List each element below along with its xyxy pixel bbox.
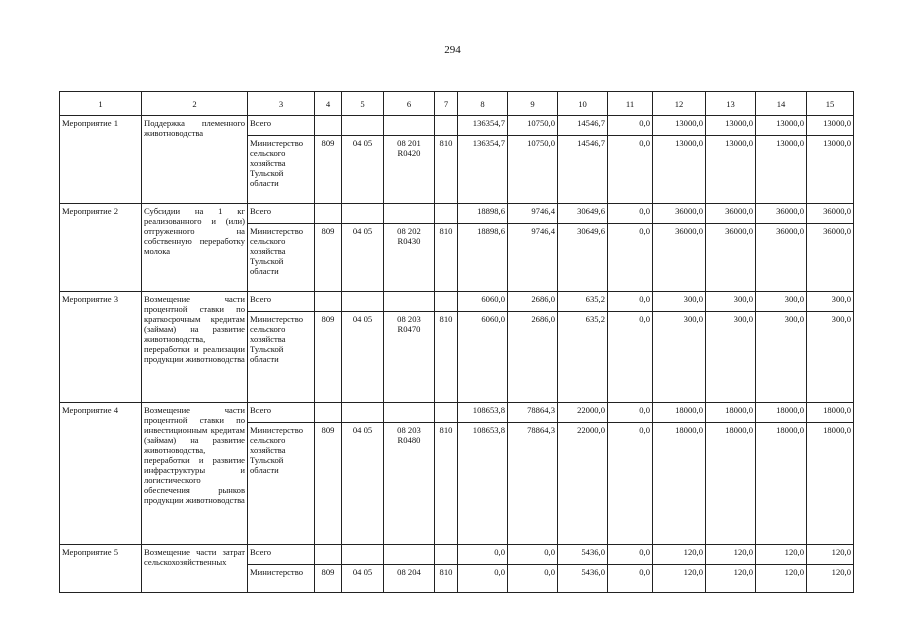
grbs-cell: 809 <box>315 423 342 545</box>
value-cell: 18000,0 <box>807 403 854 423</box>
value-cell: 5436,0 <box>558 545 608 565</box>
measure-label: Мероприятие 4 <box>60 403 142 545</box>
value-cell: 300,0 <box>653 292 706 312</box>
value-cell: 18000,0 <box>807 423 854 545</box>
value-cell: 120,0 <box>807 565 854 593</box>
value-cell: 0,0 <box>608 116 653 136</box>
target-article-cell <box>384 545 435 565</box>
value-cell: 18000,0 <box>653 403 706 423</box>
target-article-cell: 08 203 R0480 <box>384 423 435 545</box>
expense-type-cell: 810 <box>435 224 458 292</box>
target-article-cell <box>384 403 435 423</box>
value-cell: 36000,0 <box>756 224 807 292</box>
value-cell: 13000,0 <box>653 136 706 204</box>
header-cell: 6 <box>384 92 435 116</box>
section-cell: 04 05 <box>342 312 384 403</box>
value-cell: 300,0 <box>653 312 706 403</box>
measure-name: Возмещение части затрат сельскохозяйственных <box>142 545 248 593</box>
section-cell: 04 05 <box>342 423 384 545</box>
value-cell: 300,0 <box>706 312 756 403</box>
value-cell: 635,2 <box>558 292 608 312</box>
expense-type-cell <box>435 403 458 423</box>
value-cell: 300,0 <box>706 292 756 312</box>
value-cell: 120,0 <box>653 545 706 565</box>
expense-type-cell: 810 <box>435 565 458 593</box>
grbs-cell: 809 <box>315 136 342 204</box>
value-cell: 0,0 <box>458 545 508 565</box>
section-cell <box>342 116 384 136</box>
measure-label: Мероприятие 2 <box>60 204 142 292</box>
target-article-cell: 08 202 R0430 <box>384 224 435 292</box>
value-cell: 120,0 <box>756 545 807 565</box>
value-cell: 13000,0 <box>706 116 756 136</box>
value-cell: 5436,0 <box>558 565 608 593</box>
expense-type-cell <box>435 545 458 565</box>
expense-type-cell: 810 <box>435 136 458 204</box>
value-cell: 14546,7 <box>558 116 608 136</box>
value-cell: 36000,0 <box>706 224 756 292</box>
value-cell: 30649,6 <box>558 224 608 292</box>
value-cell: 120,0 <box>706 545 756 565</box>
value-cell: 10750,0 <box>508 136 558 204</box>
header-cell: 13 <box>706 92 756 116</box>
value-cell: 0,0 <box>608 224 653 292</box>
value-cell: 18000,0 <box>756 403 807 423</box>
value-cell: 13000,0 <box>653 116 706 136</box>
header-cell: 9 <box>508 92 558 116</box>
grbs-cell <box>315 292 342 312</box>
value-cell: 36000,0 <box>653 224 706 292</box>
value-cell: 0,0 <box>508 565 558 593</box>
table-row-total <box>60 204 854 224</box>
target-article-cell: 08 203 R0470 <box>384 312 435 403</box>
table-row-total <box>60 116 854 136</box>
expense-type-cell: 810 <box>435 423 458 545</box>
value-cell: 13000,0 <box>807 116 854 136</box>
value-cell: 0,0 <box>608 565 653 593</box>
header-row <box>60 92 854 116</box>
value-cell: 36000,0 <box>807 204 854 224</box>
header-cell: 14 <box>756 92 807 116</box>
table-row-total <box>60 403 854 423</box>
value-cell: 120,0 <box>706 565 756 593</box>
executor-cell: Министерство сельского хозяйства Тульской области <box>248 136 315 204</box>
section-cell <box>342 545 384 565</box>
value-cell: 13000,0 <box>756 116 807 136</box>
measure-name: Поддержка племенного животноводства <box>142 116 248 204</box>
target-article-cell: 08 204 <box>384 565 435 593</box>
target-article-cell <box>384 292 435 312</box>
executor-cell: Министерство сельского хозяйства Тульской области <box>248 312 315 403</box>
header-cell: 15 <box>807 92 854 116</box>
table-row-total <box>60 292 854 312</box>
target-article-cell: 08 201 R0420 <box>384 136 435 204</box>
value-cell: 0,0 <box>608 423 653 545</box>
header-cell: 5 <box>342 92 384 116</box>
executor-cell: Всего <box>248 403 315 423</box>
value-cell: 9746,4 <box>508 204 558 224</box>
value-cell: 78864,3 <box>508 403 558 423</box>
value-cell: 0,0 <box>608 403 653 423</box>
executor-cell: Всего <box>248 204 315 224</box>
value-cell: 0,0 <box>608 204 653 224</box>
header-cell: 2 <box>142 92 248 116</box>
header-cell: 10 <box>558 92 608 116</box>
value-cell: 36000,0 <box>706 204 756 224</box>
value-cell: 120,0 <box>807 545 854 565</box>
value-cell: 2686,0 <box>508 292 558 312</box>
value-cell: 120,0 <box>653 565 706 593</box>
measure-name: Субсидии на 1 кг реализованного и (или) отгруженного на собственную переработку молока <box>142 204 248 292</box>
measure-label: Мероприятие 5 <box>60 545 142 593</box>
value-cell: 136354,7 <box>458 116 508 136</box>
section-cell <box>342 292 384 312</box>
table-body <box>60 116 854 593</box>
expense-type-cell <box>435 292 458 312</box>
measure-label: Мероприятие 3 <box>60 292 142 403</box>
table-row-total <box>60 545 854 565</box>
value-cell: 18000,0 <box>706 403 756 423</box>
value-cell: 36000,0 <box>653 204 706 224</box>
measure-name: Возмещение части процентной ставки по инвестиционным кредитам (займам) на развитие животноводства, переработки и развитие инфраструктуры и логистического обеспечения рынков продукции животноводства <box>142 403 248 545</box>
executor-cell: Всего <box>248 545 315 565</box>
executor-cell: Всего <box>248 292 315 312</box>
target-article-cell <box>384 116 435 136</box>
value-cell: 120,0 <box>756 565 807 593</box>
grbs-cell <box>315 403 342 423</box>
value-cell: 6060,0 <box>458 312 508 403</box>
header-cell: 3 <box>248 92 315 116</box>
header-cell: 12 <box>653 92 706 116</box>
value-cell: 0,0 <box>608 312 653 403</box>
value-cell: 18898,6 <box>458 224 508 292</box>
section-cell <box>342 204 384 224</box>
section-cell: 04 05 <box>342 224 384 292</box>
grbs-cell <box>315 116 342 136</box>
value-cell: 0,0 <box>458 565 508 593</box>
value-cell: 0,0 <box>608 545 653 565</box>
grbs-cell <box>315 545 342 565</box>
target-article-cell <box>384 204 435 224</box>
value-cell: 22000,0 <box>558 423 608 545</box>
value-cell: 78864,3 <box>508 423 558 545</box>
grbs-cell: 809 <box>315 565 342 593</box>
header-cell: 1 <box>60 92 142 116</box>
executor-cell: Министерство сельского хозяйства Тульской области <box>248 423 315 545</box>
budget-table <box>59 91 854 593</box>
value-cell: 36000,0 <box>807 224 854 292</box>
value-cell: 108653,8 <box>458 423 508 545</box>
grbs-cell: 809 <box>315 312 342 403</box>
value-cell: 18000,0 <box>756 423 807 545</box>
value-cell: 300,0 <box>807 312 854 403</box>
measure-label: Мероприятие 1 <box>60 116 142 204</box>
value-cell: 22000,0 <box>558 403 608 423</box>
grbs-cell: 809 <box>315 224 342 292</box>
section-cell <box>342 403 384 423</box>
value-cell: 18000,0 <box>706 423 756 545</box>
header-cell: 11 <box>608 92 653 116</box>
header-cell: 7 <box>435 92 458 116</box>
header-cell: 8 <box>458 92 508 116</box>
grbs-cell <box>315 204 342 224</box>
executor-cell: Министерство <box>248 565 315 593</box>
value-cell: 6060,0 <box>458 292 508 312</box>
section-cell: 04 05 <box>342 136 384 204</box>
value-cell: 108653,8 <box>458 403 508 423</box>
value-cell: 36000,0 <box>756 204 807 224</box>
value-cell: 30649,6 <box>558 204 608 224</box>
value-cell: 13000,0 <box>706 136 756 204</box>
header-cell: 4 <box>315 92 342 116</box>
page-number: 294 <box>444 44 461 56</box>
value-cell: 635,2 <box>558 312 608 403</box>
value-cell: 14546,7 <box>558 136 608 204</box>
value-cell: 0,0 <box>508 545 558 565</box>
value-cell: 18000,0 <box>653 423 706 545</box>
value-cell: 300,0 <box>756 292 807 312</box>
expense-type-cell: 810 <box>435 312 458 403</box>
value-cell: 10750,0 <box>508 116 558 136</box>
value-cell: 18898,6 <box>458 204 508 224</box>
section-cell: 04 05 <box>342 565 384 593</box>
executor-cell: Всего <box>248 116 315 136</box>
value-cell: 0,0 <box>608 292 653 312</box>
value-cell: 13000,0 <box>807 136 854 204</box>
value-cell: 300,0 <box>756 312 807 403</box>
value-cell: 9746,4 <box>508 224 558 292</box>
value-cell: 2686,0 <box>508 312 558 403</box>
value-cell: 136354,7 <box>458 136 508 204</box>
expense-type-cell <box>435 116 458 136</box>
value-cell: 0,0 <box>608 136 653 204</box>
expense-type-cell <box>435 204 458 224</box>
measure-name: Возмещение части процентной ставки по краткосрочным кредитам (займам) на развитие животноводства, переработки и реализации продукции животноводства <box>142 292 248 403</box>
value-cell: 13000,0 <box>756 136 807 204</box>
value-cell: 300,0 <box>807 292 854 312</box>
executor-cell: Министерство сельского хозяйства Тульской области <box>248 224 315 292</box>
